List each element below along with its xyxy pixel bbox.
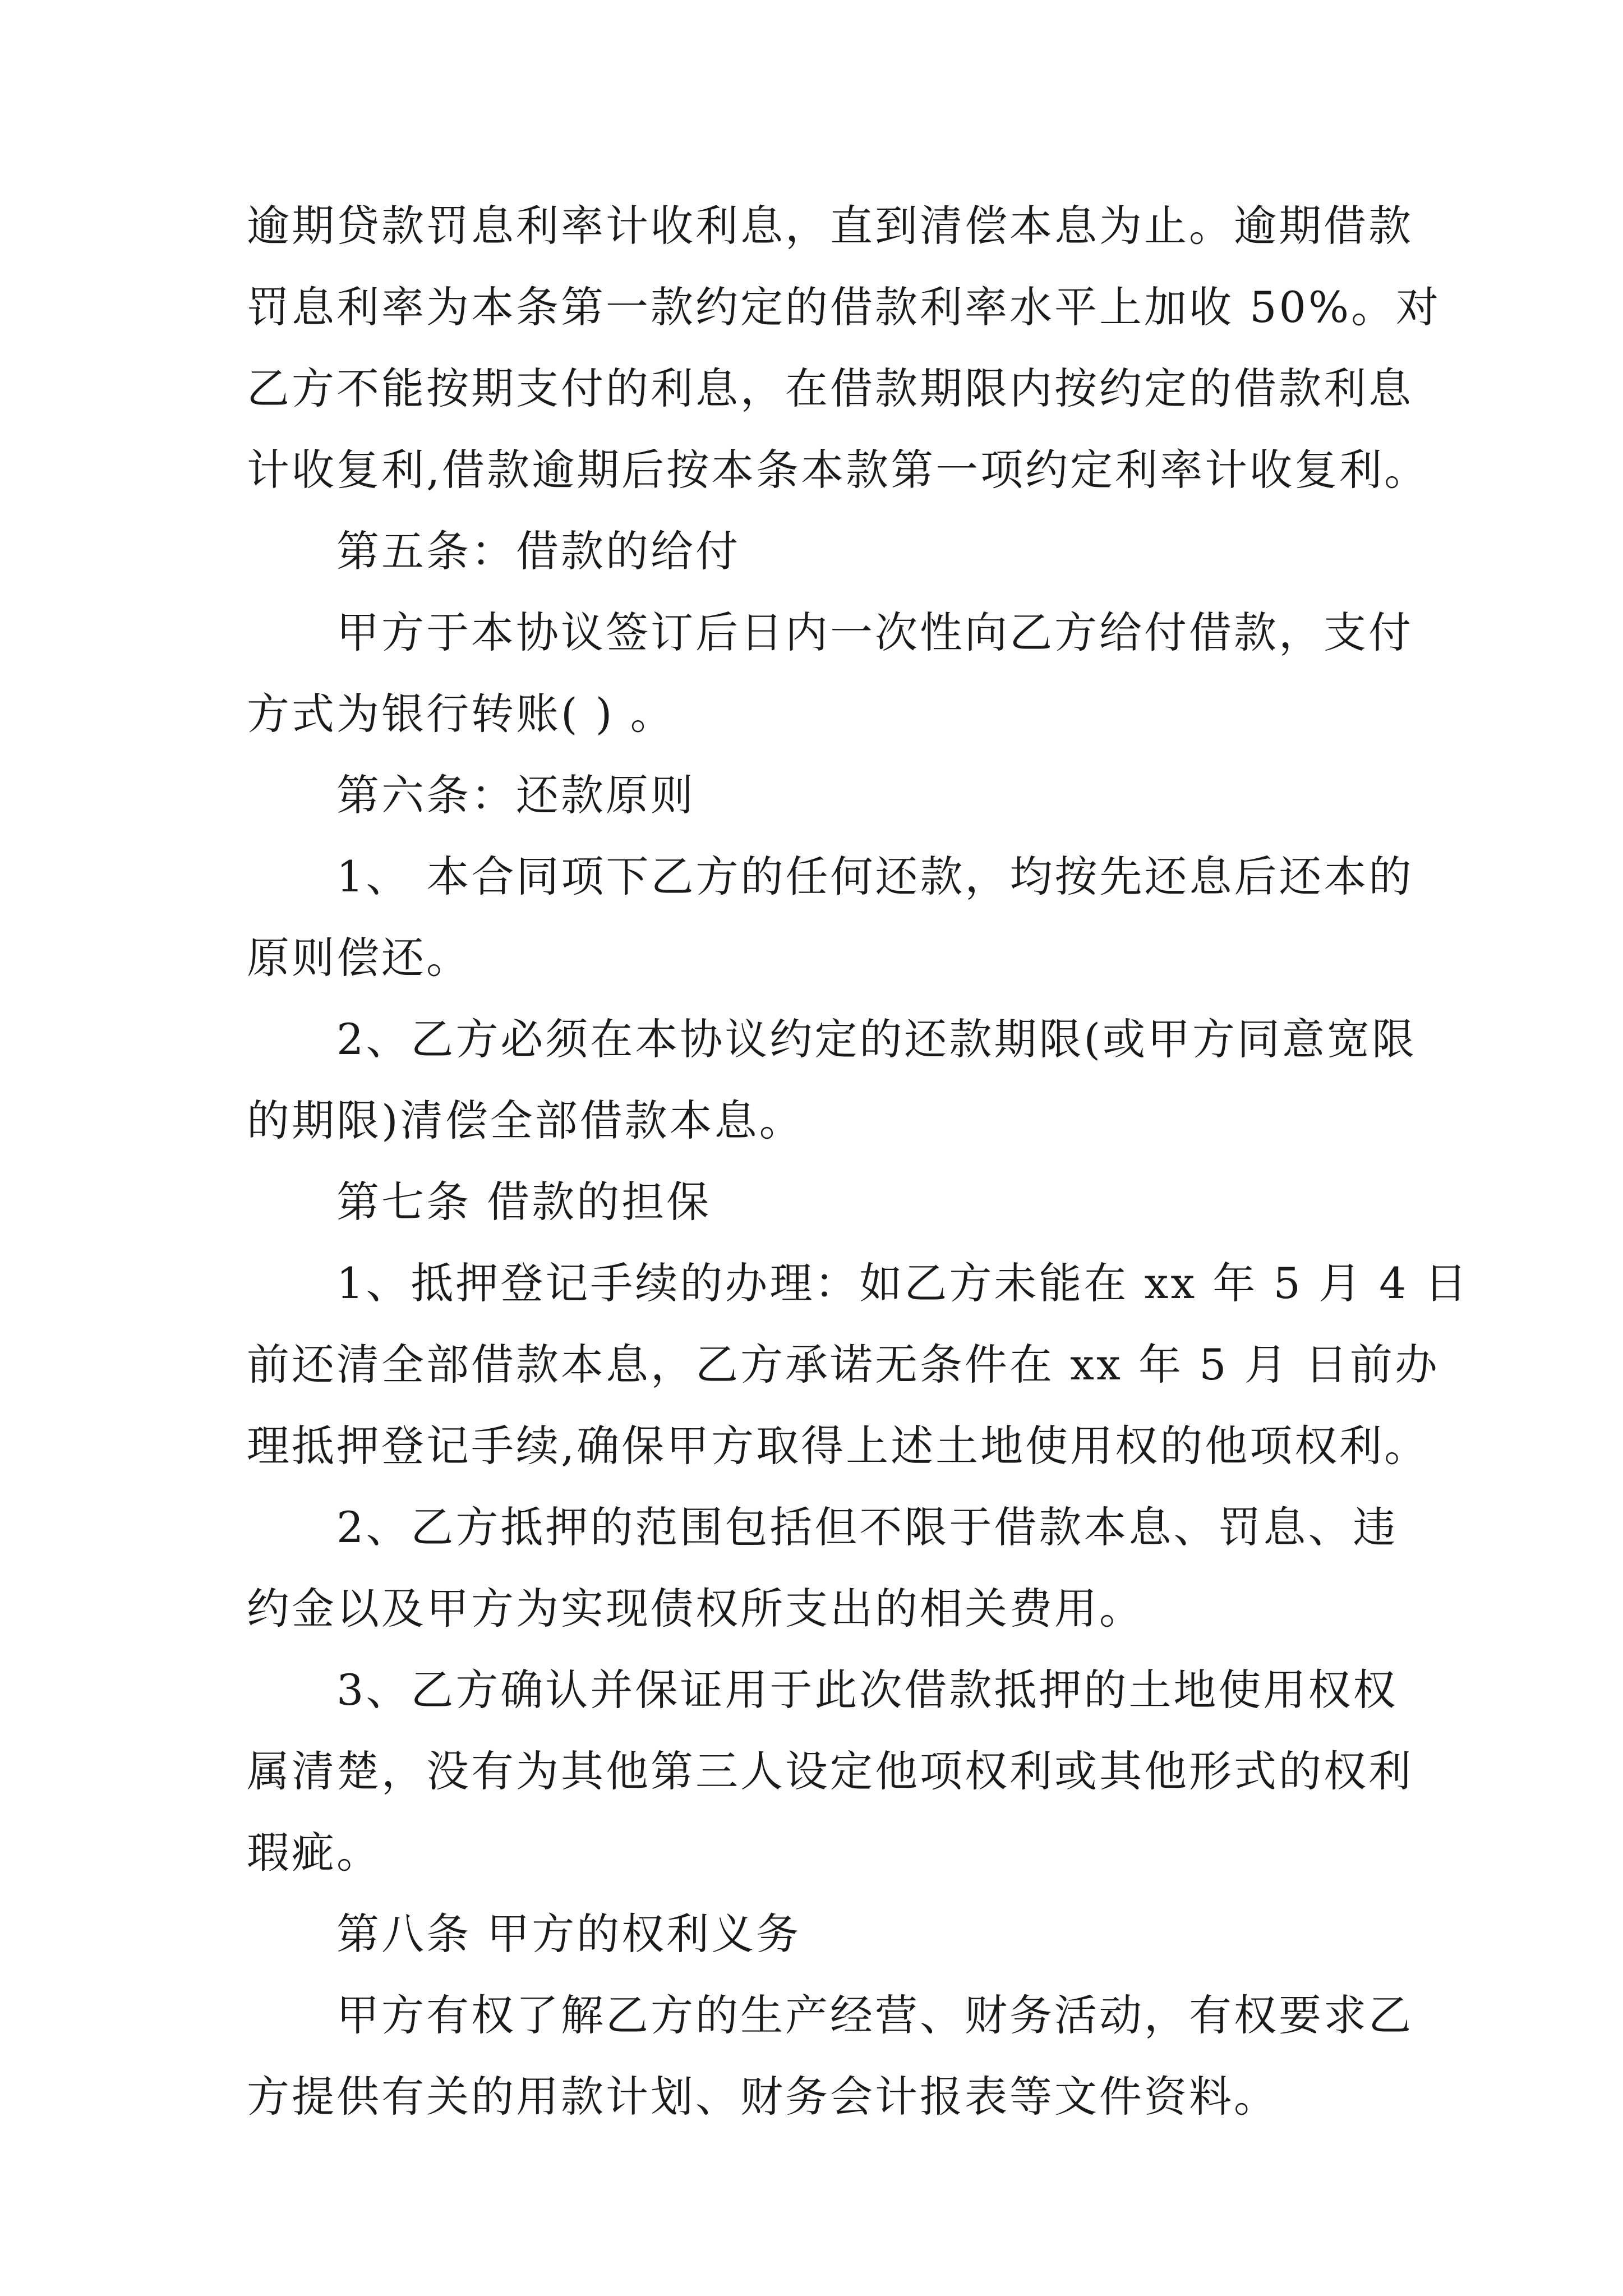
body-line: 2、乙方抵押的范围包括但不限于借款本息、罚息、违 xyxy=(336,1502,1398,1552)
body-line: 3、乙方确认并保证用于此次借款抵押的土地使用权权 xyxy=(336,1665,1398,1715)
body-line: 乙方不能按期支付的利息，在借款期限内按约定的借款利息 xyxy=(247,364,1413,413)
body-line: 约金以及甲方为实现债权所支出的相关费用。 xyxy=(247,1584,1144,1634)
body-line: 罚息利率为本条第一款约定的借款利率水平上加收 50%。对 xyxy=(247,282,1441,332)
article-5-heading: 第五条：借款的给付 xyxy=(336,526,740,576)
body-line: 的期限)清偿全部借款本息。 xyxy=(247,1096,804,1145)
body-line: 1、抵押登记手续的办理：如乙方未能在 xx 年 5 月 4 日 xyxy=(336,1258,1469,1308)
article-7-heading: 第七条 借款的担保 xyxy=(336,1177,712,1227)
body-line: 方式为银行转账( ) 。 xyxy=(247,689,675,739)
body-line: 前还清全部借款本息，乙方承诺无条件在 xx 年 5 月 日前办 xyxy=(247,1340,1440,1389)
body-line: 计收复利,借款逾期后按本条本款第一项约定利率计收复利。 xyxy=(247,445,1430,495)
body-line: 原则偿还。 xyxy=(247,933,471,983)
body-line: 属清楚，没有为其他第三人设定他项权利或其他形式的权利 xyxy=(247,1746,1413,1796)
body-line: 2、乙方必须在本协议约定的还款期限(或甲方同意宽限 xyxy=(336,1014,1417,1064)
body-line: 瑕疵。 xyxy=(247,1828,381,1878)
body-line: 甲方有权了解乙方的生产经营、财务活动，有权要求乙 xyxy=(336,1990,1413,2040)
body-line: 逾期贷款罚息利率计收利息，直到清偿本息为止。逾期借款 xyxy=(247,201,1413,251)
body-line: 方提供有关的用款计划、财务会计报表等文件资料。 xyxy=(247,2072,1279,2122)
document-body xyxy=(247,185,1469,2137)
body-line: 理抵押登记手续,确保甲方取得上述土地使用权的他项权利。 xyxy=(247,1421,1430,1471)
body-line: 1、 本合同项下乙方的任何还款，均按先还息后还本的 xyxy=(336,852,1414,901)
body-line: 甲方于本协议签订后日内一次性向乙方给付借款，支付 xyxy=(336,608,1413,657)
article-6-heading: 第六条：还款原则 xyxy=(336,770,695,820)
article-8-heading: 第八条 甲方的权利义务 xyxy=(336,1909,801,1959)
